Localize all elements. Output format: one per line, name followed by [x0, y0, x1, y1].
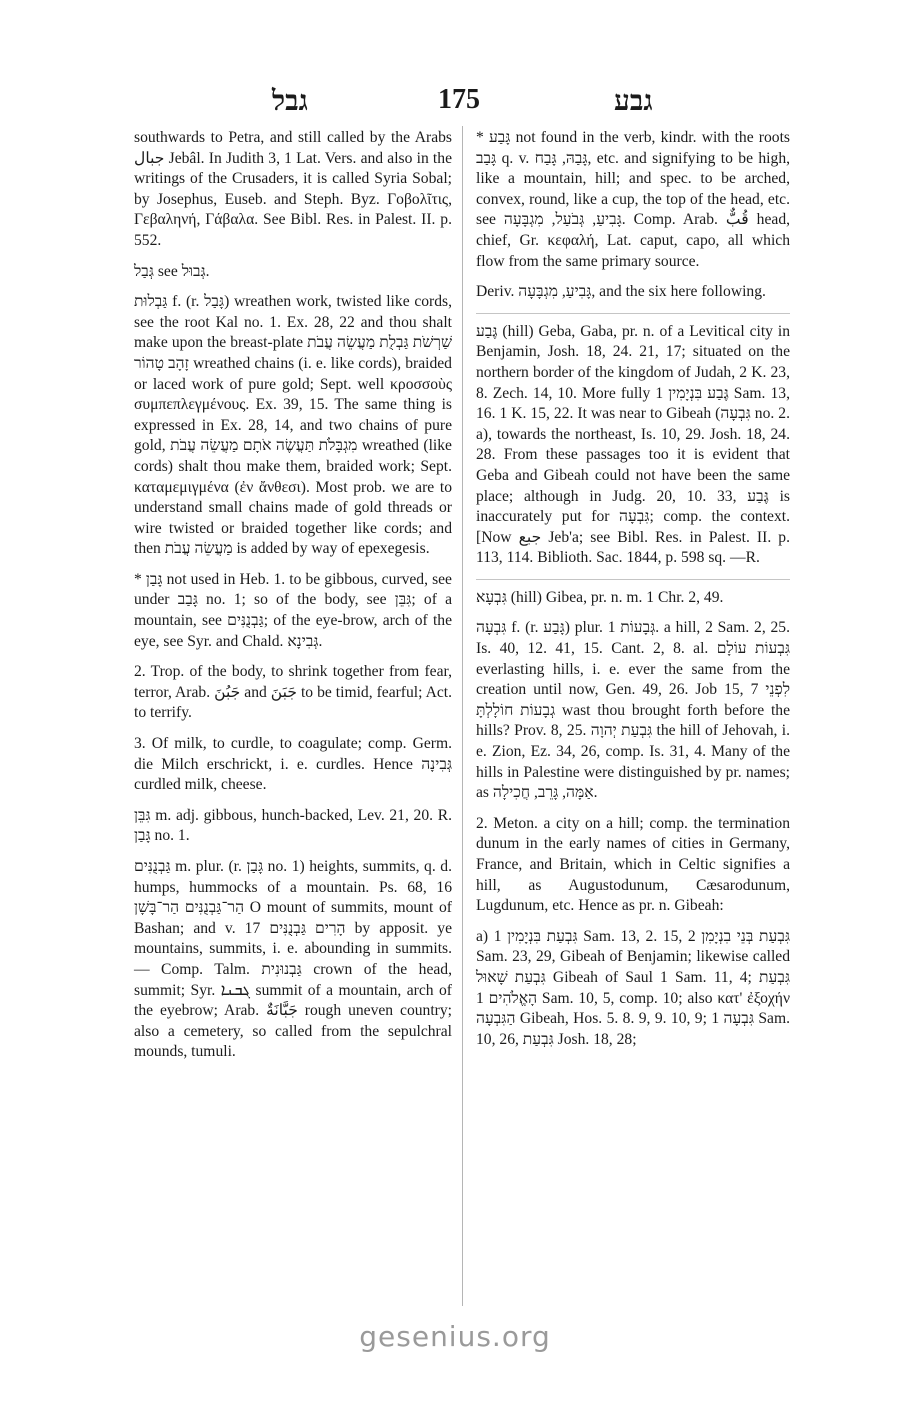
headword-left: גבל	[272, 86, 308, 117]
entry-text: גְּבַל see גְּבוּל.	[134, 262, 210, 280]
entry-text: 2. Meton. a city on a hill; comp. the termination dunum in the early names of cities in Germany, France, and Britain, which in Celtic signifies a hill, as Augustodunum, Cæsarodunum, Lugdunum, etc. Hence as pr. n. Gibeah:	[476, 814, 790, 915]
right-column	[476, 128, 790, 1060]
left-column	[134, 128, 452, 1073]
page-number: 175	[438, 84, 480, 115]
entry-text: southwards to Petra, and still called by the Arabs جبال Jebâl. In Judith 3, 1 Lat. Vers. and also in the writings of the Crusaders, it is called Syria Sobal; by Josephus, Euseb. and Steph. Byz. Γοβολῖτις, Γεβαληνή, Γάβαλα. See Bibl. Res. in Palest. II. p. 552.	[134, 129, 452, 249]
site-watermark: gesenius.org	[359, 1320, 551, 1353]
entry-text: גִּבֵּן m. adj. gibbous, hunch-backed, Lev. 21, 20. R. גָּבַן no. 1.	[134, 806, 452, 845]
column-divider	[462, 126, 463, 1306]
entry-text: 3. Of milk, to curdle, to coagulate; comp. Germ. die Milch erschrickt, i. e. curdles. Hence גְּבִינָה curdled milk, cheese.	[134, 735, 452, 794]
page-header	[0, 82, 910, 122]
entry-separator	[476, 313, 790, 314]
entry-text: גַּבְנֻנִּים m. plur. (r. גָּבַן no. 1) heights, summits, q. d. humps, hummocks of a mountain. Ps. 68, 16 הַר־גַּבְנֻנִּים הַר־בָּשָׁן O mount of summits, mount of Bashan; and v. 17 הָרִים גַּבְנֻנִּים by apposit. ye mountains, summits, i. e. abounding in summits. — Comp. Talm. גַּבְנוּנִית crown of the head, summit; Syr. ܓܒܢܐ summit of a mountain, arch of the eyebrow; Arab. جَبَّانَةٌ rough uneven country; also a cemetery, so called from the sepulchral mounds, tumuli.	[134, 858, 453, 1061]
entry-text: 2. Trop. of the body, to shrink together from fear, terror, Arab. جَبُنَ and جَبَنَ to be timid, fearful; Act. to terrify.	[134, 663, 452, 722]
entry-text: * גָּבַע not found in the verb, kindr. with the roots גָּבַב q. v. גָּבַהּ, גָּבַח, etc. and signifying to be high, like a mountain, hill; and spec. to be arched, convex, round, like a cup, the top of the head, etc. see גָּבִיעַ, גְּבֹעַל, מִגְבָּעָה. Comp. Arab. قُبٌّ head, chief, Gr. κεφαλή, Lat. caput, capo, all which flow from the same primary source.	[476, 129, 791, 270]
entry-text: גִּבְעָה f. (r. גָּבַע) plur. גְּבָעוֹת 1. a hill, 2 Sam. 2, 25. Is. 40, 12. 41, 15. Cant. 2, 8. al. גִּבְעוֹת עוֹלָם everlasting hills, i. e. ever the same from the creation until now, Gen. 49, 26. Job 15, 7 לִפְנֵי גְבָעוֹת חוֹלָלְתָּ wast thou brought forth before the hills? Prov. 8, 25. גִּבְעַת יְהוָה the hill of Jehovah, i. e. Zion, Ez. 34, 26, comp. Is. 31, 4. Many of the hills in Palestine were distinguished by pr. names; as אַמָּה, גָּרֵב, חֲכִילָה.	[476, 619, 790, 802]
entry-text: a) גִּבְעַת בִּנְיָמִין 1 Sam. 13, 2. 15, גִּבְעַת בְּנֵי בִנְיָמִן 2 Sam. 23, 29, Gibeah of Benjamin; likewise called גִּבְעַת שָׁאוּל Gibeah of Saul 1 Sam. 11, 4; גִּבְעַת הָאֱלֹהִים 1 Sam. 10, 5, comp. 10; also κατ' ἐξοχήν הַגִּבְעָה Gibeah, Hos. 5. 8. 9, 9. 10, 9; גִּבְעָה 1 Sam. 10, 26, גִּבְעַת Josh. 18, 28;	[476, 927, 791, 1048]
entry-text: גֶּבַע (hill) Geba, Gaba, pr. n. of a Levitical city in Benjamin, Josh. 18, 24. 21, 17; situated on the northern border of the kingdom of Judah, 2 K. 23, 8. Zech. 14, 10. More fully גֶּבַע בִּנְיָמִין 1 Sam. 13, 16. 1 K. 15, 22. It was near to Gibeah (גִּבְעָה no. 2. a), towards the northeast, Is. 10, 29. Josh. 18, 24. 28. From these passages too it is evident that Geba and Gibeah could not have been the same place; although in Judg. 20, 10. 33, גֶּבַע is inaccurately put for גִּבְעָה; comp. the context. [Now جبع Jeb'a; see Bibl. Res. in Palest. II. p. 113, 114. Biblioth. Sac. 1844, p. 598 sq. —R.	[476, 322, 790, 567]
headword-right: גבע	[614, 86, 653, 117]
entry-text: גַּבְלוּת f. (r. גָּבַל) wreathen work, twisted like cords, see the root Kal no. 1. Ex. 28, 22 and thou shalt make upon the breast-plate שַׁרְשֹׁת גַּבְלֻת מַעֲשֵׂה עֲבֹת זָהָב טָהוֹר wreathed chains (i. e. like cords), braided or laced work of pure gold; Sept. well κροσσοὺς συμπεπλεγμένους. Ex. 39, 15. The same thing is expressed in Ex. 28, 14, and two chains of pure gold, מִגְבָּלֹת תַּעֲשֶׂה אֹתָם מַעֲשֵׂה עֲבֹת wreathed (like cords) shalt thou make them, braided work; Sept. καταμεμιγμένα (ἐν ἄνθεσι). Most prob. we are to understand small chains made of gold threads or wire twisted or braided together like cords; and then מַעֲשֵׂה עֲבֹת is added by way of epexegesis.	[134, 293, 452, 558]
entry-text: * גָּבַן not used in Heb. 1. to be gibbous, curved, see under גָּבַב no. 1; so of the body, see גִּבֵּן; of a mountain, see גַּבְנֻנִּים; of the eye-brow, arch of the eye, see Syr. and Chald. גְּבִינָא.	[134, 570, 453, 650]
entry-text: Deriv. גָּבִיעַ, מִגְבָּעָה, and the six here following.	[476, 283, 766, 301]
entry-text: גִּבְעָא (hill) Gibea, pr. n. m. 1 Chr. 2, 49.	[476, 588, 724, 606]
entry-separator	[476, 579, 790, 580]
